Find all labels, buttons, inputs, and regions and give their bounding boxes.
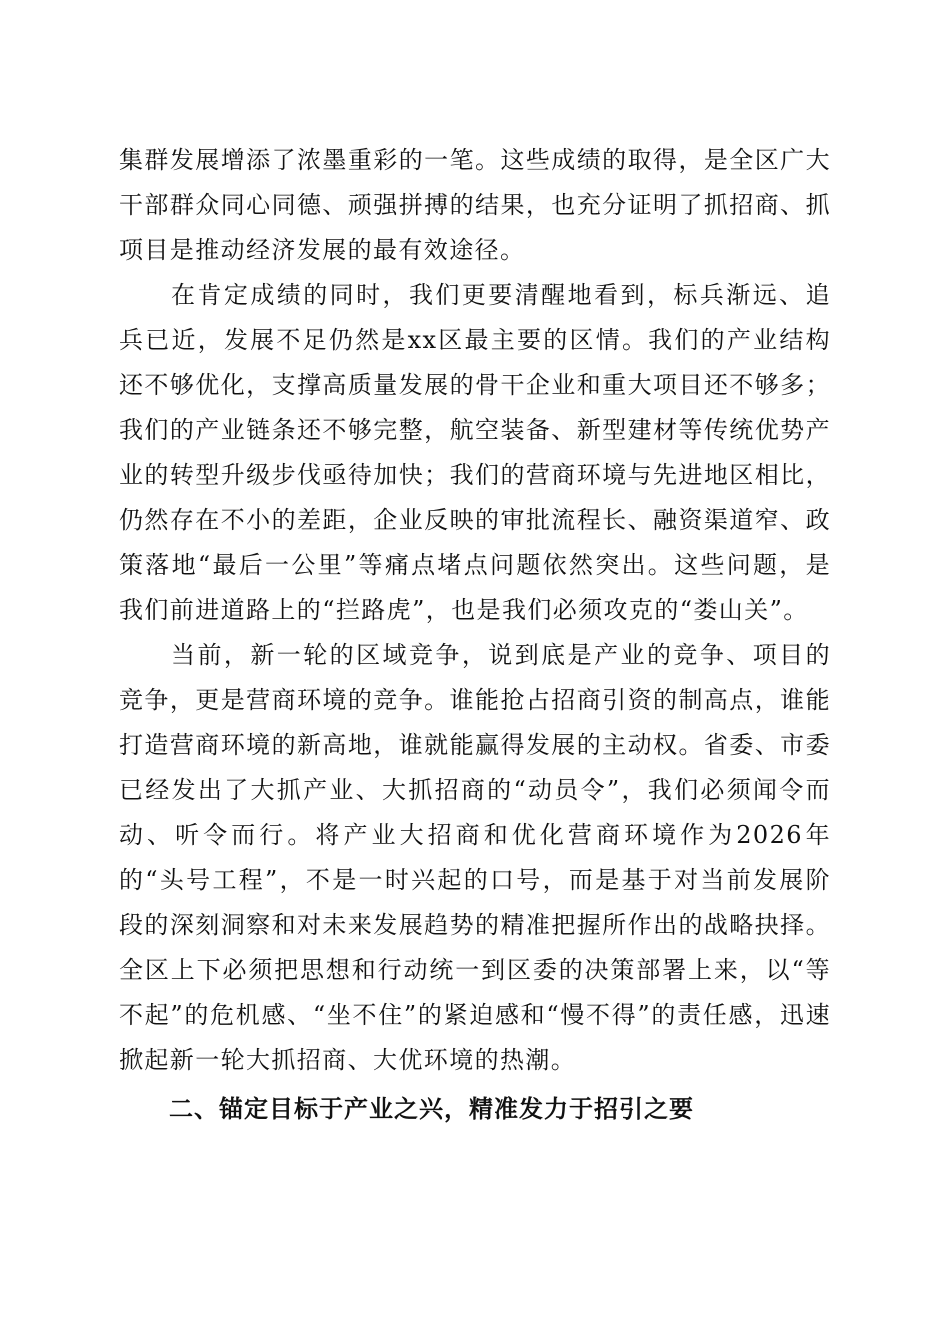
document-body: [119, 138, 831, 1135]
paragraph-continuation: 集群发展增添了浓墨重彩的一笔。这些成绩的取得，是全区广大干部群众同心同德、顽强拼搏的结果，也充分证明了抓招商、抓项目是推动经济发展的最有效途径。: [119, 146, 831, 264]
paragraph-competition: 当前，新一轮的区域竞争，说到底是产业的竞争、项目的竞争，更是营商环境的竞争。谁能抢占招商引资的制高点，谁能打造营商环境的新高地，谁就能赢得发展的主动权。省委、市委已经发出了大抓产业、大抓招商的“动员令”，我们必须闻令而动、听令而行。将产业大招商和优化营商环境作为2026年的“头号工程”，不是一时兴起的口号，而是基于对当前发展阶段的深刻洞察和对未来发展趋势的精准把握所作出的战略抉择。全区上下必须把思想和行动统一到区委的决策部署上来，以“等不起”的危机感、“坐不住”的紧迫感和“慢不得”的责任感，迅速掀起新一轮大抓招商、大优环境的热潮。: [119, 641, 831, 1074]
paragraph-challenges: 在肯定成绩的同时，我们更要清醒地看到，标兵渐远、追兵已近，发展不足仍然是xx区最主要的区情。我们的产业结构还不够优化，支撑高质量发展的骨干企业和重大项目还不够多；我们的产业链条还不够完整，航空装备、新型建材等传统优势产业的转型升级步伐亟待加快；我们的营商环境与先进地区相比，仍然存在不小的差距，企业反映的审批流程长、融资渠道窄、政策落地“最后一公里”等痛点堵点问题依然突出。这些问题，是我们前进道路上的“拦路虎”，也是我们必须攻克的“娄山关”。: [119, 281, 831, 624]
section-heading: 二、锚定目标于产业之兴，精准发力于招引之要: [169, 1095, 694, 1123]
